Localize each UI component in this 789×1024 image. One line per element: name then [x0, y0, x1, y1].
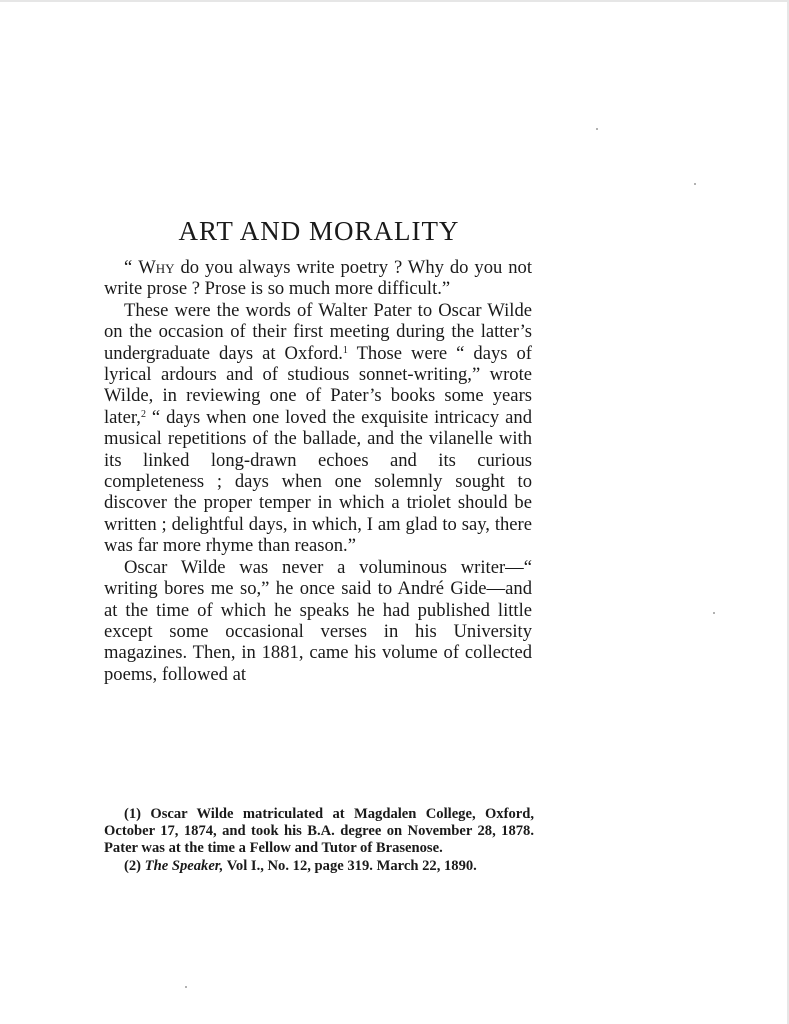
footnote-text: (1) Oscar Wilde matriculated at Magdalen College, Oxford, October 17, 1874, and took his B.A. degree on November 28, 1878. Pater was at the time a Fellow and Tutor of Brasenose.	[104, 806, 534, 857]
paragraph	[104, 300, 532, 557]
footnote-ref: 1	[342, 344, 348, 356]
footnote	[104, 858, 534, 875]
scan-speck	[694, 183, 696, 185]
paragraph-text: Those were “ days of lyrical ardours and of studious sonnet-writing,” wrote Wilde, in reviewing one of Pater’s books some years later,	[104, 342, 532, 428]
paragraph	[104, 557, 532, 685]
publication-title: The Speaker,	[144, 857, 224, 874]
paragraph-text: These were the words of Walter Pater to Oscar Wilde on the occasion of their first meeting during the latter’s undergraduate days at Oxford.	[104, 299, 532, 364]
paragraph-text: “ days when one loved the exquisite intricacy and musical repetitions of the ballade, and the vilanelle with its linked long-drawn echoes and its curious completeness ; days when one solemnly sought to discover the proper temper in which a triolet should be written ; delightful days, in which, I am glad to say, there was far more rhyme than reason.”	[104, 406, 532, 557]
footnote-text: Vol I., No. 12, page 319. March 22, 1890.	[223, 857, 477, 874]
scan-speck	[713, 612, 715, 614]
footnotes	[104, 806, 534, 875]
footnote	[104, 806, 534, 858]
scan-speck	[596, 128, 598, 130]
paragraph-text: do you always write poetry ? Why do you not write prose ? Prose is so much more difficult.”	[104, 257, 532, 300]
paragraph-text: Oscar Wilde was never a voluminous writer—“ writing bores me so,” he once said to André Gide—and at the time of which he speaks he had published little except some occasional verses in his University magazines. Then, in 1881, came his volume of collected poems, followed at	[104, 556, 532, 685]
footnote-prefix: (2)	[124, 857, 145, 874]
body-text	[104, 257, 532, 685]
footnote-ref: 2	[140, 408, 146, 420]
small-caps-word: Why	[138, 257, 175, 278]
open-quote: “	[124, 257, 139, 278]
page-title: ART AND MORALITY	[178, 216, 460, 246]
paragraph	[104, 257, 532, 300]
scan-speck	[185, 986, 187, 988]
